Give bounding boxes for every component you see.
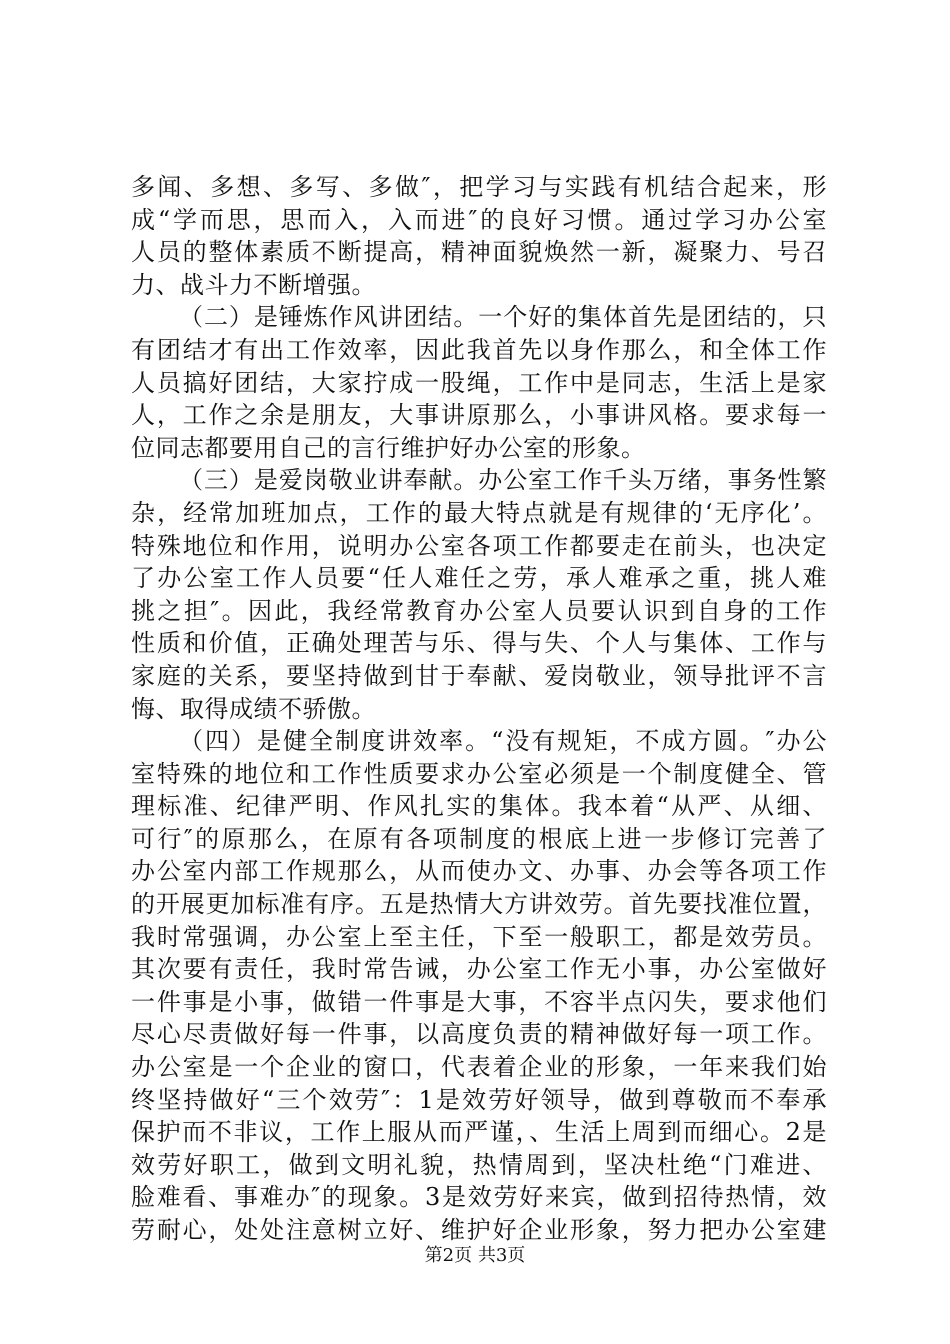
text-line: 人员搞好团结，大家拧成一股绳，工作中是同志，生活上是家 xyxy=(131,368,827,397)
text-line: 有团结才有出工作效率，因此我首先以身作那么，和全体工作 xyxy=(131,335,827,364)
text-line: 人，工作之余是朋友，大事讲原那么，小事讲风格。要求每一 xyxy=(131,401,827,430)
text-line: 了办公室工作人员要“任人难任之劳，承人难承之重，挑人难 xyxy=(131,564,827,593)
text-line: 劳耐心，处处注意树立好、维护好企业形象，努力把办公室建 xyxy=(131,1216,827,1244)
text-line: 人员的整体素质不断提高，精神面貌焕然一新，凝聚力、号召 xyxy=(131,238,827,267)
text-line: 办公室是一个企业的窗口，代表着企业的形象，一年来我们始 xyxy=(131,1053,827,1082)
text-line: 其次要有责任，我时常告诫，办公室工作无小事，办公室做好 xyxy=(131,955,827,984)
text-line: 家庭的关系，要坚持做到甘于奉献、爱岗敬业，领导批评不言 xyxy=(131,661,827,690)
text-line: 脸难看、事难办″的现象。3是效劳好来宾，做到招待热情，效 xyxy=(131,1183,827,1212)
text-line: （三）是爱岗敬业讲奉献。办公室工作千头万绪，事务性繁 xyxy=(179,466,827,495)
text-line: 保护而不非议，工作上服从而严谨，、生活上周到而细心。2是 xyxy=(131,1118,827,1147)
text-line: 的开展更加标准有序。五是热情大方讲效劳。首先要找准位置， xyxy=(131,890,827,919)
text-line: 成“学而思，思而入，入而进″的良好习惯。通过学习办公室 xyxy=(131,205,827,234)
text-line: 办公室内部工作规那么，从而使办文、办事、办会等各项工作 xyxy=(131,857,827,886)
text-line: 多闻、多想、多写、多做″，把学习与实践有机结合起来，形 xyxy=(131,173,827,201)
text-line: 一件事是小事，做错一件事是大事，不容半点闪失，要求他们 xyxy=(131,987,827,1016)
text-line: 尽心尽责做好每一件事，以高度负责的精神做好每一项工作。 xyxy=(131,1020,827,1049)
text-line: 室特殊的地位和工作性质要求办公室必须是一个制度健全、管 xyxy=(131,759,827,788)
text-line: （四）是健全制度讲效率。“没有规矩，不成方圆。″办公 xyxy=(179,727,827,756)
text-line: 挑之担″。因此，我经常教育办公室人员要认识到自身的工作 xyxy=(131,596,827,625)
text-line: 悔、取得成绩不骄傲。 xyxy=(131,694,376,723)
text-line: 杂，经常加班加点，工作的最大特点就是有规律的‘无序化’。 xyxy=(131,498,827,527)
text-line: 特殊地位和作用，说明办公室各项工作都要走在前头，也决定 xyxy=(131,531,827,560)
document-body xyxy=(131,171,827,1247)
text-line: 我时常强调，办公室上至主任，下至一般职工，都是效劳员。 xyxy=(131,922,827,951)
text-line: 终坚持做好“三个效劳″：1是效劳好领导，做到尊敬而不奉承 xyxy=(131,1085,827,1114)
text-line: 位同志都要用自己的言行维护好办公室的形象。 xyxy=(131,433,646,462)
page-number-footer: 第2页 共3页 xyxy=(424,1245,526,1266)
text-line: 可行″的原那么，在原有各项制度的根底上进一步修订完善了 xyxy=(131,824,827,853)
text-line: 性质和价值，正确处理苦与乐、得与失、个人与集体、工作与 xyxy=(131,629,827,658)
text-line: 力、战斗力不断增强。 xyxy=(131,270,376,299)
text-line: 效劳好职工，做到文明礼貌，热情周到，坚决杜绝“门难进、 xyxy=(131,1150,827,1179)
text-line: （二）是锤炼作风讲团结。一个好的集体首先是团结的，只 xyxy=(179,303,827,332)
text-line: 理标准、纪律严明、作风扎实的集体。我本着“从严、从细、 xyxy=(131,792,827,821)
